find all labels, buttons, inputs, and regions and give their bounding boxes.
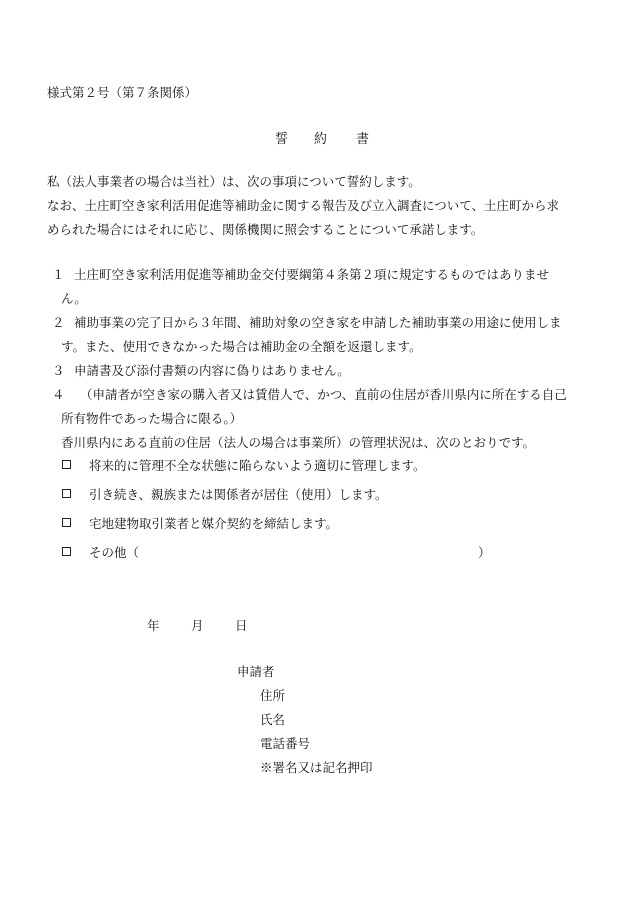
checkbox-broker-contract[interactable] (62, 518, 71, 527)
item-2-line-1: 補助事業の完了日から３年間、補助対象の空き家を申請した補助事業の用途に使用しま (74, 315, 562, 330)
applicant-signature-note: ※署名又は記名押印 (260, 760, 373, 775)
checkbox-manage-label: 将来的に管理不全な状態に陥らないよう適切に管理します。 (89, 458, 426, 473)
title-char-2: 約 (314, 132, 328, 147)
item-2-number: ２ (52, 315, 65, 330)
item-4-line-1: （申請者が空き家の購入者又は賃借人で、かつ、直前の住居が香川県内に所在する自己 (80, 387, 567, 402)
intro-line-2: なお、土庄町空き家利活用促進等補助金に関する報告及び立入調査について、土庄町から求 (47, 198, 560, 213)
applicant-phone-label: 電話番号 (260, 736, 311, 751)
item-4-line-3: 香川県内にある直前の住居（法人の場合は事業所）の管理状況は、次のとおりです。 (61, 435, 536, 450)
intro-line-1: 私（法人事業者の場合は当社）は、次の事項について誓約します。 (47, 174, 421, 189)
title-char-1: 誓 (275, 132, 289, 147)
checkbox-other-close-paren: ） (478, 545, 491, 560)
item-1-line-2: ん。 (61, 291, 87, 306)
checkbox-relative-reside-label: 引き続き、親族または関係者が居住（使用）します。 (89, 487, 388, 502)
date-year: 年 (147, 618, 160, 633)
applicant-address-label: 住所 (260, 688, 286, 703)
date-month: 月 (191, 618, 204, 633)
title-char-3: 書 (356, 132, 370, 147)
item-3-number: ３ (52, 363, 65, 378)
item-2-line-2: す。また、使用できなかった場合は補助金の全額を返還します。 (61, 339, 422, 354)
item-4-number: ４ (52, 387, 65, 402)
date-day: 日 (235, 618, 248, 633)
checkbox-other[interactable] (62, 547, 71, 556)
intro-line-3: められた場合にはそれに応じ、関係機関に照会することについて承諾します。 (47, 222, 484, 237)
applicant-heading: 申請者 (237, 664, 275, 679)
checkbox-other-label: その他（ (89, 545, 140, 560)
checkbox-manage[interactable] (62, 460, 71, 469)
item-3-line-1: 申請書及び添付書類の内容に偽りはありません。 (74, 363, 350, 378)
checkbox-relative-reside[interactable] (62, 489, 71, 498)
checkbox-broker-contract-label: 宅地建物取引業者と媒介契約を締結します。 (89, 516, 339, 531)
item-1-number: １ (52, 267, 65, 282)
form-number: 様式第２号（第７条関係） (47, 85, 198, 100)
item-1-line-1: 土庄町空き家利活用促進等補助金交付要綱第４条第２項に規定するものではありませ (74, 267, 550, 282)
applicant-name-label: 氏名 (260, 712, 286, 727)
item-4-line-2: 所有物件であった場合に限る。） (61, 411, 243, 426)
